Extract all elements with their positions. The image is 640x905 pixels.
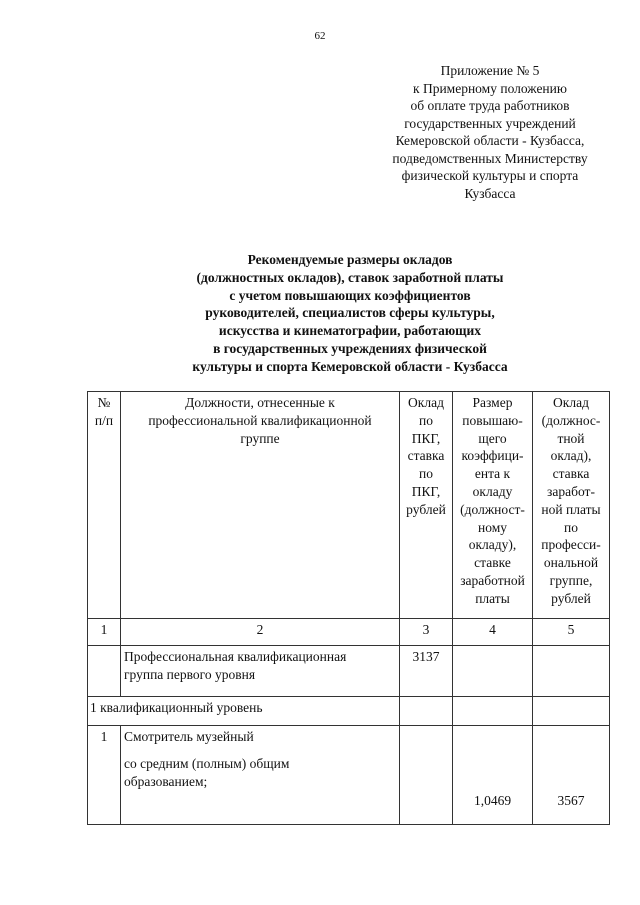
appendix-line: к Примерному положению [413,80,567,96]
appendix-block [360,62,620,202]
appendix-line: подведомственных Министерству [392,150,588,166]
title-line: руководителей, специалистов сферы культуры, [205,305,495,321]
page-number: 62 [314,30,326,42]
header-cell-positions: Должности, отнесенные к профессиональной квалификационной группе [121,392,400,619]
group-coefficient-cell [453,646,533,697]
column-number: 2 [121,619,400,646]
appendix-line: Кузбасса [464,185,516,201]
column-number: 1 [88,619,121,646]
group-number-cell [88,646,121,697]
level-label-cell: 1 квалификационный уровень [88,697,400,726]
title-line: в государственных учреждениях физической [213,340,487,356]
position-name-cell [121,726,400,825]
position-coefficient-cell: 1,0469 [453,726,533,825]
header-cell-number: № п/п [88,392,121,619]
position-row [88,726,610,825]
group-salary-cell: 3137 [400,646,453,697]
title-line: Рекомендуемые размеры окладов [247,252,453,267]
position-number-cell: 1 [88,726,121,825]
document-title [120,251,580,376]
group-row [88,646,610,697]
level-empty-cell [453,697,533,726]
title-line: искусства и кинематографии, работающих [218,323,482,339]
header-cell-coefficient: Размер повышаю- щего коэффици- ента к окладу (должност- ному окладу), ставке заработной платы [453,392,533,619]
group-name-cell: Профессиональная квалификационная группа первого уровня [121,646,400,697]
appendix-line: физической культуры и спорта [401,168,579,183]
position-pkg-cell [400,726,453,825]
appendix-line: Приложение № 5 [440,63,540,78]
salary-table [87,391,610,825]
group-final-cell [533,646,610,697]
appendix-line: Кемеровской области - Кузбасса, [395,133,585,148]
header-cell-final-salary: Оклад (должнос- тной оклад), ставка заработ- ной платы по професси- ональной группе, рублей [533,392,610,619]
level-empty-cell [533,697,610,726]
column-number-row [88,619,610,646]
column-number: 3 [400,619,453,646]
position-title: Смотритель музейный [124,729,254,744]
column-number: 4 [453,619,533,646]
position-condition: со средним (полным) общим [124,755,290,771]
title-line: культуры и спорта Кемеровской области - Кузбасса [192,358,508,374]
appendix-line: об оплате труда работников [410,98,570,113]
title-line: (должностных окладов), ставок заработной платы [196,269,504,285]
position-condition: образованием; [124,773,208,789]
table-header-row [88,392,610,619]
level-row [88,697,610,726]
position-salary-cell: 3567 [533,726,610,825]
title-line: с учетом повышающих коэффициентов [229,287,471,303]
column-number: 5 [533,619,610,646]
header-cell-pkg-salary: Оклад по ПКГ, ставка по ПКГ, рублей [400,392,453,619]
appendix-line: государственных учреждений [404,115,576,131]
level-empty-cell [400,697,453,726]
